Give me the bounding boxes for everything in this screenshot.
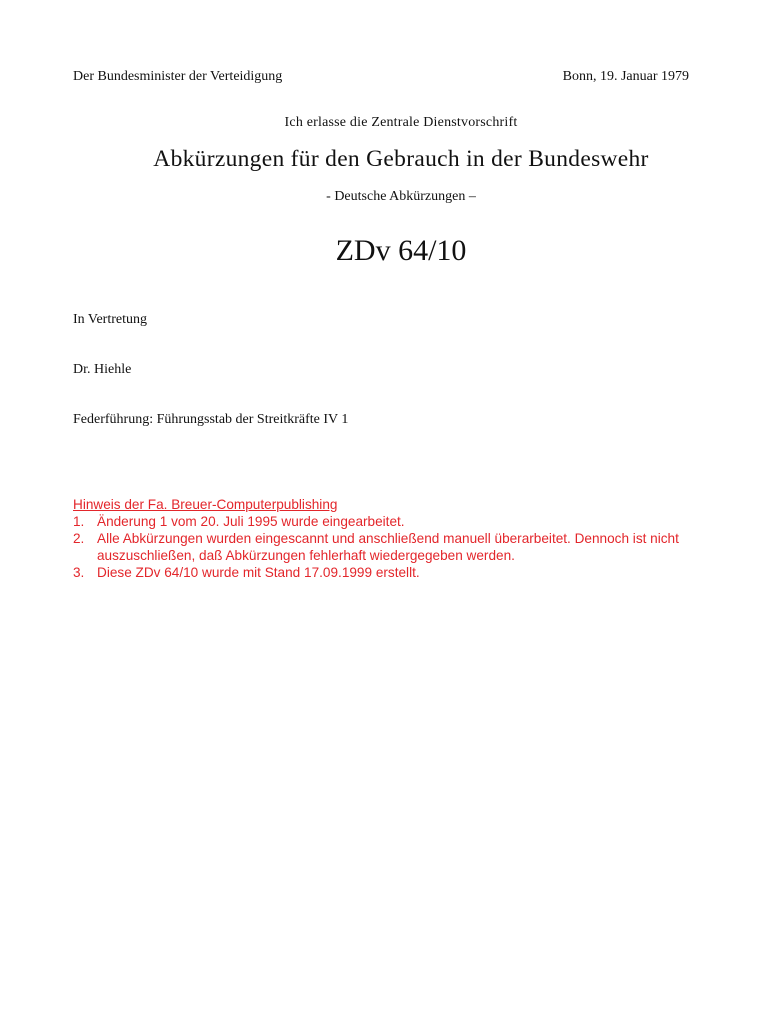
document-subtitle: - Deutsche Abkürzungen – bbox=[326, 189, 476, 204]
list-item-text: Diese ZDv 64/10 wurde mit Stand 17.09.1999 erstellt. bbox=[97, 565, 420, 580]
document-number: ZDv 64/10 bbox=[335, 234, 467, 267]
list-item bbox=[73, 530, 713, 564]
intro-line: Ich erlasse die Zentrale Dienstvorschrift bbox=[284, 115, 518, 130]
notice-title: Hinweis der Fa. Breuer-Computerpublishing bbox=[73, 497, 338, 512]
publisher-notice bbox=[73, 496, 713, 581]
notice-list bbox=[73, 513, 713, 581]
list-item-number: 3. bbox=[73, 565, 85, 580]
document-title: Abkürzungen für den Gebrauch in der Bundeswehr bbox=[153, 146, 649, 172]
list-item-text: Alle Abkürzungen wurden eingescannt und anschließend manuell überarbeitet. Dennoch ist nicht auszuschließen, daß Abkürzungen fehlerhaft wiedergegeben werden. bbox=[97, 531, 679, 563]
representation-line: In Vertretung bbox=[73, 312, 147, 327]
place-date-text: Bonn, 19. Januar 1979 bbox=[562, 69, 689, 84]
list-item-number: 2. bbox=[73, 531, 85, 546]
issuer-text: Der Bundesminister der Verteidigung bbox=[73, 69, 283, 84]
document-header bbox=[73, 68, 689, 86]
list-item bbox=[73, 564, 713, 581]
signer-name: Dr. Hiehle bbox=[73, 362, 132, 377]
list-item-text: Änderung 1 vom 20. Juli 1995 wurde eingearbeitet. bbox=[97, 514, 405, 529]
list-item-number: 1. bbox=[73, 514, 85, 529]
lead-responsibility-line: Federführung: Führungsstab der Streitkräfte IV 1 bbox=[73, 412, 349, 427]
list-item bbox=[73, 513, 713, 530]
